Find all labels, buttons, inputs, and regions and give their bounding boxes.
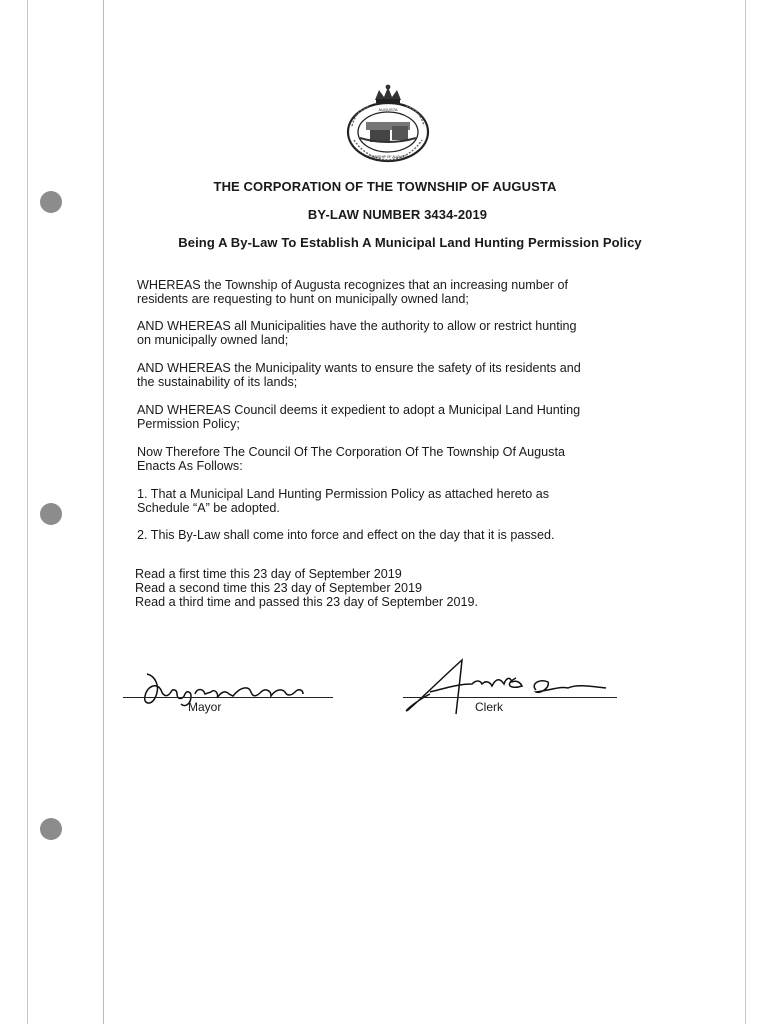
clerk-signature-line xyxy=(403,697,617,698)
organization-heading: THE CORPORATION OF THE TOWNSHIP OF AUGUSTA xyxy=(213,179,557,194)
whereas-paragraph-2 xyxy=(137,319,697,347)
township-seal-icon xyxy=(340,80,436,164)
mayor-signature-line xyxy=(123,697,333,698)
paragraph-line: Schedule “A” be adopted. xyxy=(137,501,280,515)
seal-top-text: AUGUSTA xyxy=(378,107,398,112)
enacting-paragraph xyxy=(137,445,697,473)
left-margin-line-inner xyxy=(103,0,104,1024)
readings-block xyxy=(135,567,478,610)
reading-third: Read a third time and passed this 23 day of September 2019. xyxy=(135,595,479,610)
paragraph-line: AND WHEREAS all Municipalities have the authority to allow or restrict hunting xyxy=(137,319,577,333)
paragraph-line: AND WHEREAS Council deems it expedient to adopt a Municipal Land Hunting xyxy=(137,403,581,417)
paragraph-line: AND WHEREAS the Municipality wants to ensure the safety of its residents and xyxy=(137,361,581,375)
paragraph-line: residents are requesting to hunt on municipally owned land; xyxy=(137,292,469,306)
punch-hole-bottom xyxy=(40,818,62,840)
mayor-label: Mayor xyxy=(188,700,222,714)
paragraph-line: Enacts As Follows: xyxy=(137,459,243,473)
clerk-label: Clerk xyxy=(475,700,504,714)
clause-2 xyxy=(137,528,697,542)
paragraph-line: 1. That a Municipal Land Hunting Permission Policy as attached hereto as xyxy=(137,487,550,501)
reading-first: Read a first time this 23 day of September 2019 xyxy=(135,567,402,581)
reading-second: Read a second time this 23 day of September 2019 xyxy=(135,581,423,596)
punch-hole-middle xyxy=(40,503,62,525)
seal-bottom-text: TOWNSHIP OF AUGUSTA xyxy=(367,155,409,159)
left-margin-line-outer xyxy=(27,0,28,1024)
paragraph-line: WHEREAS the Township of Augusta recognizes that an increasing number of xyxy=(137,278,568,292)
paragraph-line: Permission Policy; xyxy=(137,417,240,431)
whereas-paragraph-3 xyxy=(137,361,697,389)
whereas-paragraph-1 xyxy=(137,278,697,306)
clause-1 xyxy=(137,487,697,515)
paragraph-line: the sustainability of its lands; xyxy=(137,375,298,389)
whereas-paragraph-4 xyxy=(137,403,697,431)
mayor-signature-icon xyxy=(125,668,335,710)
paragraph-line: on municipally owned land; xyxy=(137,333,289,347)
bylaw-title: Being A By-Law To Establish A Municipal Land Hunting Permission Policy xyxy=(178,235,642,250)
paragraph-line: Now Therefore The Council Of The Corporation Of The Township Of Augusta xyxy=(137,445,565,459)
paragraph-line: 2. This By-Law shall come into force and effect on the day that it is passed. xyxy=(137,528,555,542)
bylaw-number: BY-LAW NUMBER 3434-2019 xyxy=(307,207,488,222)
clerk-signature-icon xyxy=(400,654,620,716)
right-margin-line xyxy=(745,0,746,1024)
